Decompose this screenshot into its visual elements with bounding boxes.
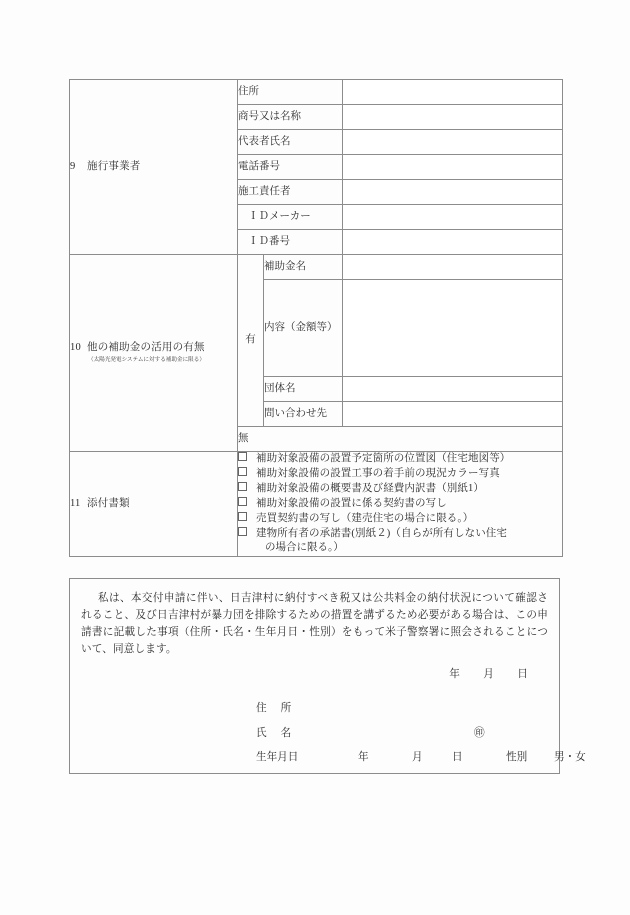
list-item-label: 補助対象設備の設置工事の着手前の現況カラー写真 xyxy=(256,467,500,479)
field-value-contractor-site-manager[interactable] xyxy=(343,180,563,205)
table-row xyxy=(70,452,563,557)
section-number: 9 xyxy=(70,160,76,172)
table-row xyxy=(70,255,563,280)
field-label-subsidy-organization: 団体名 xyxy=(264,377,343,402)
birth-day-label[interactable]: 日 xyxy=(452,752,463,764)
checkbox-icon[interactable] xyxy=(238,467,247,476)
table-row xyxy=(70,80,563,105)
checkbox-icon[interactable] xyxy=(238,527,247,536)
section-label-other-subsidy xyxy=(70,255,238,452)
field-value-contractor-id-maker[interactable] xyxy=(343,205,563,230)
birth-year-label[interactable]: 年 xyxy=(358,752,369,764)
declaration-date-line xyxy=(70,666,559,681)
option-label-has-subsidy: 有 xyxy=(238,255,264,427)
list-item-label: 建物所有者の承諾書(別紙２)（自らが所有しない住宅 xyxy=(256,527,507,539)
checkbox-icon[interactable] xyxy=(238,512,247,521)
signature-address-label-a: 住 xyxy=(256,702,267,714)
field-value-contractor-id-number[interactable] xyxy=(343,230,563,255)
signature-block xyxy=(70,697,586,772)
signature-name-label xyxy=(256,722,320,747)
list-item[interactable] xyxy=(238,482,562,497)
field-label-contractor-company: 商号又は名称 xyxy=(238,105,343,130)
field-label-contractor-id-maker: ＩＤメーカー xyxy=(238,205,343,230)
option-label-no-subsidy[interactable]: 無 xyxy=(238,427,563,452)
field-value-subsidy-contact[interactable] xyxy=(343,402,563,427)
consent-text-block xyxy=(70,579,559,659)
checkbox-icon[interactable] xyxy=(238,452,247,461)
field-value-contractor-representative[interactable] xyxy=(343,130,563,155)
section-number: 11 xyxy=(70,497,81,509)
list-item[interactable] xyxy=(238,527,562,542)
field-label-subsidy-detail: 内容（金額等） xyxy=(264,280,343,377)
list-item-label: 補助対象設備の設置予定箇所の位置図（住宅地図等） xyxy=(256,453,511,464)
list-item-continuation: の場合に限る。） xyxy=(265,542,344,554)
field-label-contractor-phone: 電話番号 xyxy=(238,155,343,180)
seal-icon: ㊞ xyxy=(474,727,485,739)
signature-name-row xyxy=(256,722,559,747)
signature-address-row xyxy=(256,697,559,722)
consent-declaration-box xyxy=(69,578,586,774)
signature-birthdate-label: 生年月日 xyxy=(256,752,299,764)
application-form-table xyxy=(69,79,563,557)
sex-label: 性別 xyxy=(506,752,528,764)
field-label-subsidy-name: 補助金名 xyxy=(264,255,343,280)
section-number: 10 xyxy=(70,342,81,354)
date-day-label[interactable]: 日 xyxy=(517,668,528,680)
birth-month-label[interactable]: 月 xyxy=(412,752,423,764)
signature-birthdate-row xyxy=(256,746,586,771)
section-title: 他の補助金の活用の有無 xyxy=(87,342,205,354)
field-value-contractor-phone[interactable] xyxy=(343,155,563,180)
field-value-subsidy-name[interactable] xyxy=(343,255,563,280)
field-label-subsidy-contact: 問い合わせ先 xyxy=(264,402,343,427)
list-item[interactable] xyxy=(238,467,562,482)
signature-address-label xyxy=(256,697,320,722)
list-item[interactable] xyxy=(238,452,562,467)
section-title: 添付書類 xyxy=(87,497,130,509)
checkbox-icon[interactable] xyxy=(238,497,247,506)
consent-paragraph: 私は、本交付申請に伴い、日吉津村に納付すべき税又は公共料金の納付状況について確認されること、及び日吉津村が暴力団を排除するための措置を講ずるため必要がある場合は、この申請書に記載した事項（住所・氏名・生年月日・性別）をもって米子警察署に照会されることについて、同意します。 xyxy=(81,593,548,656)
field-label-contractor-address: 住所 xyxy=(238,80,343,105)
field-label-contractor-representative: 代表者氏名 xyxy=(238,130,343,155)
section-label-attachments xyxy=(70,452,238,557)
list-item-label: 補助対象設備の概要書及び経費内訳書（別紙1） xyxy=(256,482,484,494)
list-item-label: 補助対象設備の設置に係る契約書の写し xyxy=(256,497,447,509)
field-value-contractor-address[interactable] xyxy=(343,80,563,105)
signature-name-label-a: 氏 xyxy=(256,727,267,739)
list-item[interactable] xyxy=(238,497,562,512)
field-value-subsidy-organization[interactable] xyxy=(343,377,563,402)
attachment-checklist xyxy=(238,452,563,557)
field-label-contractor-site-manager: 施工責任者 xyxy=(238,180,343,205)
field-value-subsidy-detail[interactable] xyxy=(343,280,563,377)
field-label-contractor-id-number: ＩＤ番号 xyxy=(238,230,343,255)
list-item-label: 売買契約書の写し（建売住宅の場合に限る。） xyxy=(256,512,474,524)
signature-address-label-b: 所 xyxy=(280,702,292,714)
section-title: 施行事業者 xyxy=(87,160,141,172)
date-month-label[interactable]: 月 xyxy=(483,668,494,680)
list-item[interactable] xyxy=(238,512,562,527)
date-year-label[interactable]: 年 xyxy=(449,668,460,680)
field-value-contractor-company[interactable] xyxy=(343,105,563,130)
checkbox-icon[interactable] xyxy=(238,482,247,491)
section-note: （太陽光発電システムに対する補助金に限る） xyxy=(88,356,205,363)
sex-options[interactable]: 男・女 xyxy=(554,752,586,764)
section-label-contractor xyxy=(70,80,238,255)
signature-name-label-b: 名 xyxy=(280,727,292,739)
